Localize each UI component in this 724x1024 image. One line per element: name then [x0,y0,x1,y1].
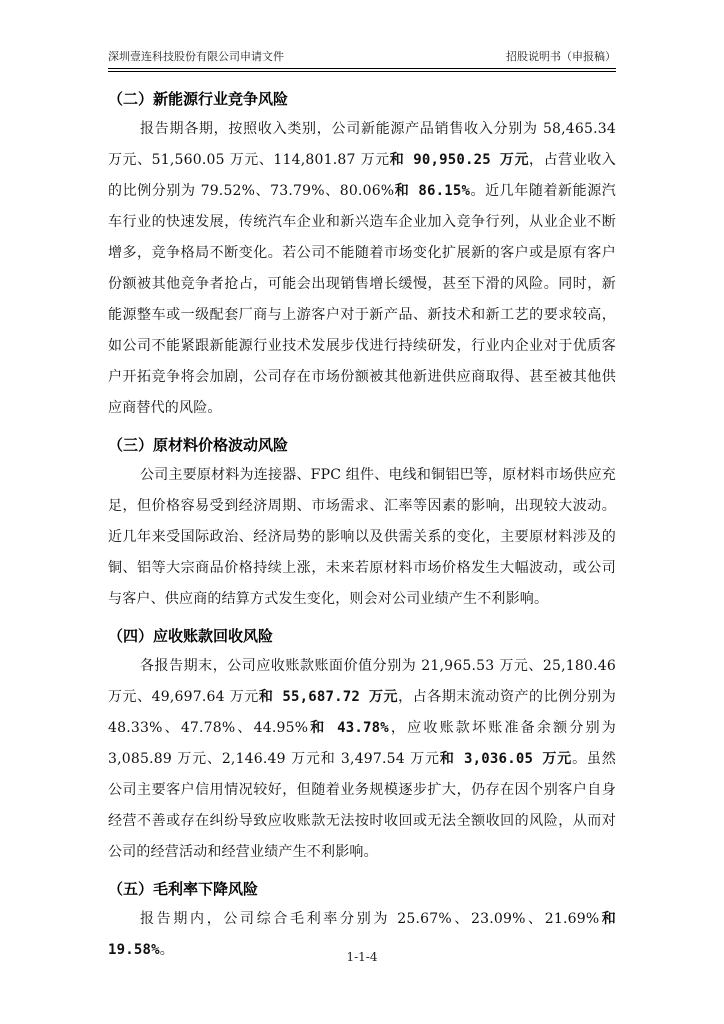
page-number: 1-1-4 [346,950,378,964]
header-document-title: 招股说明书（申报稿） [506,50,616,63]
document-body [108,84,616,972]
section-title: （五）毛利率下降风险 [108,880,259,898]
paragraph-text: ，应收账款坏账准备余额分别为 3,085.89 万元、2,146.49 万元和 3,497.54 万元 [108,720,616,767]
paragraph-text: ，占各期末流动资产的比例分别为 48.33%、47.78%、44.95% [108,689,617,736]
section-paragraph [108,651,616,868]
bold-figure: 和 90,950.25 万元 [389,152,530,168]
paragraph-text: 。近几年随着新能源汽车行业的快速发展，传统汽车企业和新兴造车企业加入竞争行列，从业企业不断增多，竞争格局不断变化。若公司不能随着市场变化扩展新的客户或是原有客户份额被其他竞争者抢占，可能会出现销售增长缓慢，甚至下滑的风险。同时，新能源整车或一级配套厂商与上游客户对于新产品、新技术和新工艺的要求较高，如公司不能紧跟新能源行业技术发展步伐进行持续研发，行业内企业对于优质客户开拓竞争将会加剧，公司存在市场份额被其他新进供应商取得、甚至被其他供应商替代的风险。 [108,183,617,416]
section-raw-material-price-risk [108,430,616,615]
bold-figure: 和 86.15% [394,183,471,199]
section-paragraph [108,114,616,424]
bold-figure: 和 19.58% [108,911,617,958]
bold-figure: 和 55,687.72 万元 [258,689,399,705]
paragraph-text: ，占营业收入的比例分别为 79.52%、73.79%、80.06% [108,152,617,199]
section-paragraph: 公司主要原材料为连接器、FPC 组件、电线和铜铝巴等，原材料市场供应充足，但价格容易受到经济周期、市场需求、汇率等因素的影响，出现较大波动。近几年来受国际政治、经济局势的影响以及供需关系的变化，主要原材料涉及的铜、铝等大宗商品价格持续上涨，未来若原材料市场价格发生大幅波动，或公司与客户、供应商的结算方式发生变化，则会对公司业绩产生不利影响。 [108,467,616,607]
section-receivables-risk [108,621,616,868]
page-header [108,48,616,69]
section-title: （二）新能源行业竞争风险 [108,90,289,108]
paragraph-text: 。 [159,942,174,958]
paragraph-text: 报告期内，公司综合毛利率分别为 25.67%、23.09%、21.69% [140,911,600,927]
section-title: （三）原材料价格波动风险 [108,436,289,454]
bold-figure: 和 3,036.05 万元 [439,751,573,767]
section-new-energy-competition-risk [108,84,616,424]
paragraph-text: 各报告期末，公司应收账款账面价值分别为 21,965.53 万元、25,180.46 万元、49,697.64 万元 [108,658,616,705]
paragraph-text: 报告期各期，按照收入类别，公司新能源产品销售收入分别为 58,465.34 万元、51,560.05 万元、114,801.87 万元 [108,121,616,168]
bold-figure: 和 43.78% [308,720,389,736]
paragraph-text: 。虽然公司主要客户信用情况较好，但随着业务规模逐步扩大，仍存在因个别客户自身经营不善或存在纠纷导致应收账款无法按时收回或无法全额收回的风险，从而对公司的经营活动和经营业绩产生不利影响。 [108,751,616,860]
header-company-name: 深圳壹连科技股份有限公司申请文件 [108,50,284,63]
page-footer [0,950,724,964]
section-title: （四）应收账款回收风险 [108,627,274,645]
